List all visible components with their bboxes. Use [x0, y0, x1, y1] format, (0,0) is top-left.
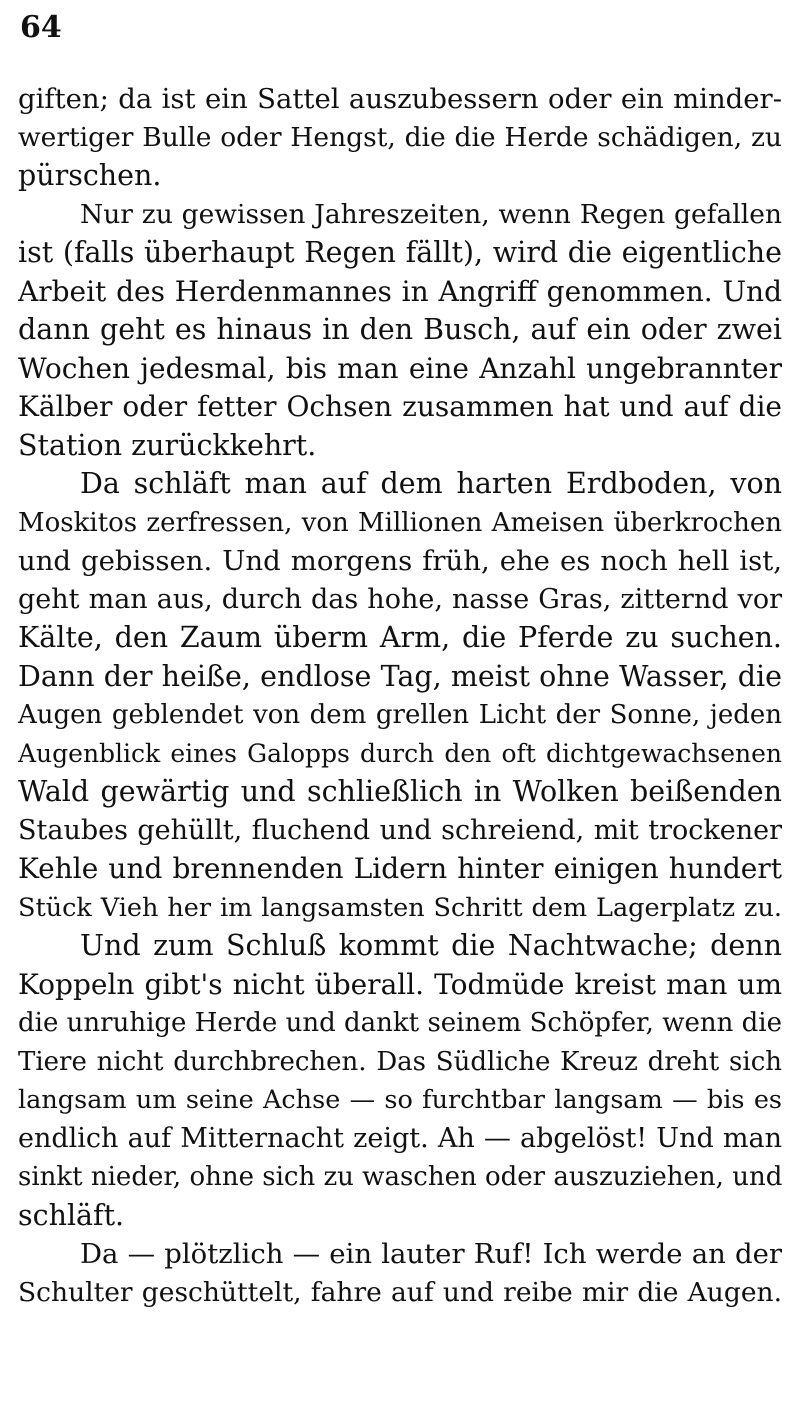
- text-line: Stück Vieh her im langsamsten Schritt dem Lagerplatz zu.: [18, 892, 782, 923]
- text-line: sinkt nieder, ohne sich zu waschen oder auszuziehen, und: [18, 1162, 782, 1192]
- text-line: pürschen.: [18, 159, 162, 192]
- text-line: giften; da ist ein Sattel auszubessern oder ein minder-: [18, 83, 782, 115]
- text-line: Arbeit des Herdenmannes in Angriff genommen. Und: [18, 274, 782, 308]
- text-line: Kehle und brennenden Lidern hinter einigen hundert: [18, 852, 782, 885]
- text-line: Augenblick eines Galopps durch den oft dichtgewachsenen: [18, 738, 782, 768]
- text-line: Da schläft man auf dem harten Erdboden, von: [80, 467, 782, 500]
- text-line: Wochen jedesmal, bis man eine Anzahl ungebrannter: [18, 351, 782, 385]
- text-line: Moskitos zerfressen, von Millionen Ameisen überkrochen: [18, 507, 782, 538]
- text-line: und gebissen. Und morgens früh, ehe es noch hell ist,: [18, 545, 782, 577]
- text-line: Da — plötzlich — ein lauter Ruf! Ich werde an der: [80, 1238, 782, 1270]
- text-line: Nur zu gewissen Jahreszeiten, wenn Regen gefallen: [80, 198, 782, 230]
- text-line: Schulter geschüttelt, fahre auf und reibe mir die Augen.: [18, 1276, 782, 1308]
- text-line: Station zurückkehrt.: [18, 428, 317, 462]
- text-line: die unruhige Herde und dankt seinem Schöpfer, wenn die: [18, 1008, 782, 1038]
- text-line: Tiere nicht durchbrechen. Das Südliche Kreuz dreht sich: [18, 1046, 782, 1077]
- text-line: Kälte, den Zaum überm Arm, die Pferde zu suchen.: [18, 621, 782, 654]
- page-number: 64: [20, 10, 62, 45]
- text-line: Kälber oder fetter Ochsen zusammen hat und auf die: [18, 390, 782, 423]
- text-line: Staubes gehüllt, fluchend und schreiend, mit trockener: [18, 814, 782, 846]
- text-line: Und zum Schluß kommt die Nachtwache; denn: [80, 929, 782, 962]
- text-line: dann geht es hinaus in den Busch, auf ein oder zwei: [18, 313, 782, 346]
- text-line: geht man aus, durch das hohe, nasse Gras, zitternd vor: [18, 583, 782, 615]
- text-line: endlich auf Mitternacht zeigt. Ah — abgelöst! Und man: [18, 1122, 782, 1154]
- text-line: langsam um seine Achse — so furchtbar langsam — bis es: [18, 1085, 782, 1115]
- text-line: Koppeln gibt's nicht überall. Todmüde kreist man um: [18, 967, 782, 1001]
- text-line: ist (falls überhaupt Regen fällt), wird die eigentliche: [18, 236, 782, 269]
- text-line: schläft.: [18, 1198, 125, 1232]
- text-line: Augen geblendet von dem grellen Licht der Sonne, jeden: [18, 700, 782, 730]
- text-line: Dann der heiße, endlose Tag, meist ohne Wasser, die: [18, 659, 782, 693]
- text-line: wertiger Bulle oder Hengst, die die Herde schädigen, zu: [18, 121, 782, 153]
- text-line: Wald gewärtig und schließlich in Wolken beißenden: [18, 775, 782, 808]
- body-text: [18, 80, 782, 1312]
